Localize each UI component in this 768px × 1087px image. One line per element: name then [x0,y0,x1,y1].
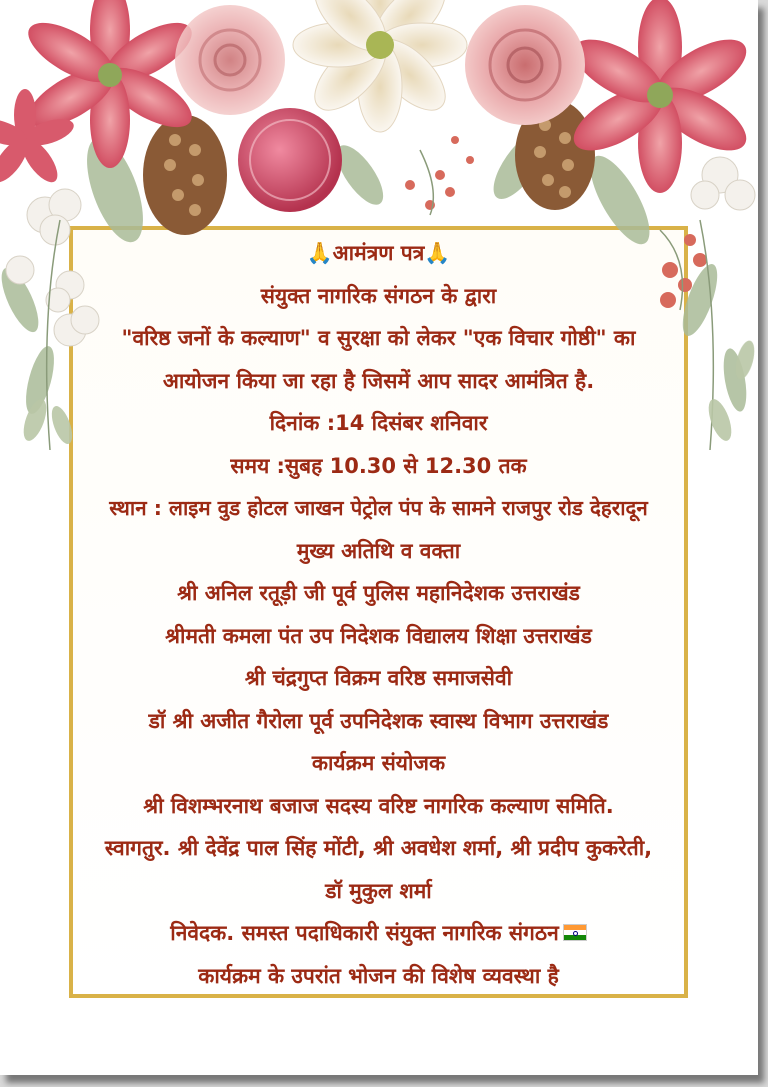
guests-heading: मुख्य अतिथि व वक्ता [296,538,461,563]
organizer-line: संयुक्त नागरिक संगठन के द्वारा [260,283,497,308]
guest-item: श्री चंद्रगुप्त विक्रम वरिष्ठ समाजसेवी [244,666,513,690]
india-flag-icon [563,924,587,941]
welcomers-line-2: डॉ मुकुल शर्मा [325,878,432,903]
guest-item: डॉ श्री अजीत गैरोला पूर्व उपनिदेशक स्वास्थ विभाग उत्तराखंड [148,708,609,733]
requester-row [70,912,687,955]
welcomers-line: स्वागतुर. श्री देवेंद्र पाल सिंह मोंटी, श्री अवधेश शर्मा, श्री प्रदीप कुकरेती, [104,836,653,860]
guest-item: श्री अनिल रतूड़ी जी पूर्व पुलिस महानिदेशक उत्तराखंड [177,581,580,605]
footer-note: कार्यक्रम के उपरांत भोजन की विशेष व्यवस्था है [198,963,559,988]
invitation-text [70,232,687,997]
date-line: दिनांक :14 दिसंबर शनिवार [269,411,488,435]
topic-line: "वरिष्ठ जनों के कल्याण" व सुरक्षा को लेकर "एक विचार गोष्ठी" का [121,326,636,350]
guest-item: श्रीमती कमला पंत उप निदेशक विद्यालय शिक्षा उत्तराखंड [165,623,592,648]
invitation-heading: 🙏आमंत्रण पत्र🙏 [306,241,451,265]
coordinator-line: श्री विशम्भरनाथ बजाज सदस्य वरिष्ट नागरिक कल्याण समिति. [143,793,614,818]
time-line: समय :सुबह 10.30 से 12.30 तक [230,453,527,478]
invite-line: आयोजन किया जा रहा है जिसमें आप सादर आमंत्रित है. [162,368,595,393]
coordinator-heading: कार्यक्रम संयोजक [311,751,446,775]
requester-line: निवेदक. समस्त पदाधिकारी संयुक्त नागरिक संगठन [170,921,559,945]
venue-line: स्थान : लाइम वुड होटल जाखन पेट्रोल पंप के सामने राजपुर रोड देहरादून [109,496,648,520]
